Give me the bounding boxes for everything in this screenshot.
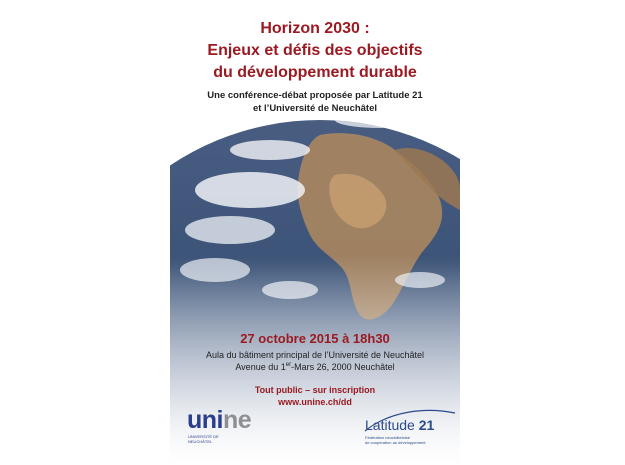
latitude-wordmark <box>365 417 434 433</box>
unine-logo <box>187 406 267 454</box>
unine-caption-line2: NEUCHÂTEL <box>188 439 213 444</box>
event-date: 27 octobre 2015 à 18h30 <box>240 331 390 346</box>
poster-title-line2: Enjeux et défis des objectifs <box>207 42 423 59</box>
venue-line1: Aula du bâtiment principal de l’Université de Neuchâtel <box>205 350 425 360</box>
poster-subtitle-line2: et l’Université de Neuchâtel <box>252 103 378 114</box>
unine-caption-line1: UNIVERSITÉ DE <box>188 434 219 439</box>
latitude-word: Latitude <box>365 417 419 433</box>
unine-caption <box>188 434 219 444</box>
conference-poster <box>170 0 460 465</box>
latitude-caption-line2: de coopération au développement <box>365 440 426 445</box>
poster-subtitle-line1: Une conférence-débat proposée par Latitude 21 <box>207 90 423 101</box>
venue-line2-post: -Mars 26, 2000 Neuchâtel <box>291 362 395 372</box>
registration-url[interactable]: www.unine.ch/dd <box>278 397 352 407</box>
latitude21-logo <box>355 405 460 455</box>
audience-text: Tout public – sur inscription <box>254 385 376 395</box>
venue-line2-pre: Avenue du 1 <box>235 362 286 372</box>
latitude-caption <box>365 435 426 445</box>
poster-title-line1: Horizon 2030 : <box>260 20 370 37</box>
unine-wordmark-part2: ne <box>223 406 252 434</box>
latitude-caption-line1: Fédération neuchâteloise <box>365 435 410 440</box>
venue-line2-sup: er <box>285 362 292 368</box>
latitude-number: 21 <box>418 417 435 433</box>
unine-wordmark <box>187 406 251 434</box>
venue-line2 <box>170 362 460 373</box>
unine-wordmark-part1: uni <box>187 406 223 434</box>
poster-title-line3: du développement durable <box>213 64 417 81</box>
